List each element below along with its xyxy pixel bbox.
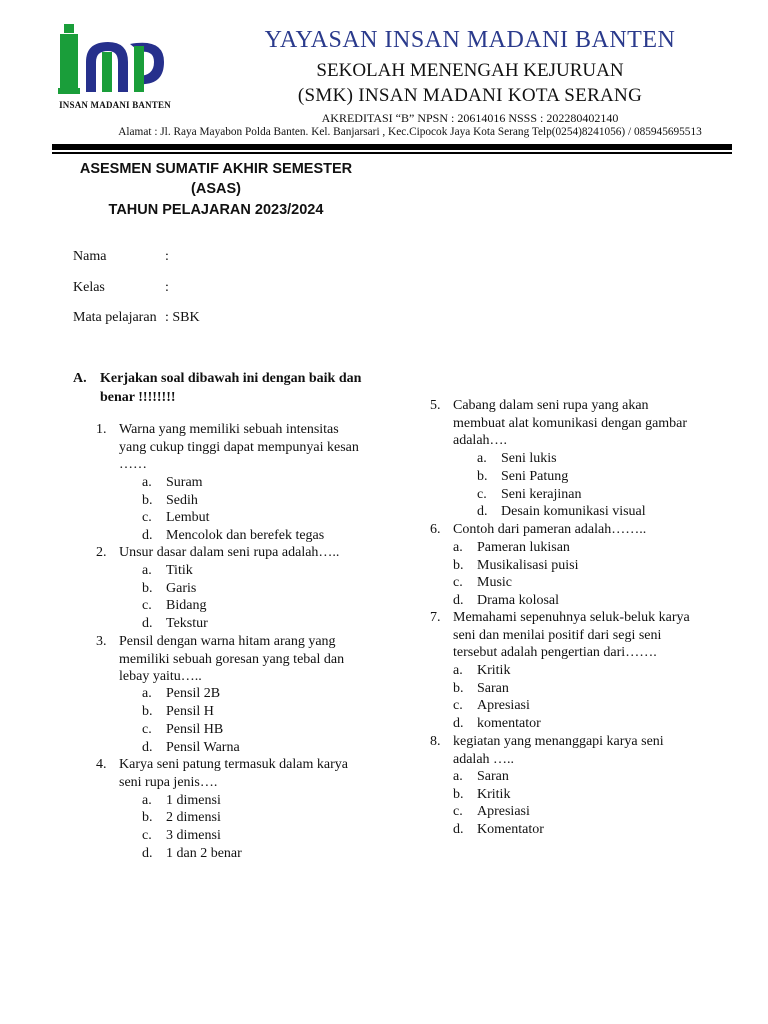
option-letter: b. (142, 581, 153, 596)
option-letter: d. (453, 716, 464, 731)
question-number: 7. (430, 610, 441, 625)
option-text: Titik (166, 563, 193, 578)
question-item (96, 421, 359, 474)
option-letter: b. (142, 493, 153, 508)
option-letter: b. (142, 810, 153, 825)
question-item (430, 609, 703, 662)
field-kelas (73, 280, 169, 296)
section-instruction: Kerjakan soal dibawah ini dengan baik dan benar !!!!!!!! (100, 371, 362, 405)
option-text: Lembut (166, 510, 210, 525)
option-letter: a. (142, 686, 152, 701)
option-text: Saran (477, 769, 509, 784)
school-logo (56, 22, 174, 118)
option-text: Saran (477, 681, 509, 696)
field-label: Mata pelajaran (73, 310, 157, 325)
option-text: Komentator (477, 822, 544, 837)
question-item (96, 633, 359, 686)
question-text: Karya seni patung termasuk dalam karya seni rupa jenis…. (119, 757, 348, 790)
field-label: Nama (73, 249, 107, 264)
question-number: 3. (96, 634, 107, 649)
field-value: : (165, 249, 169, 264)
option-letter: a. (142, 563, 152, 578)
option-letter: b. (453, 681, 464, 696)
question-item (96, 756, 359, 791)
logo-caption: INSAN MADANI BANTEN (59, 100, 171, 110)
option-text: 2 dimensi (166, 810, 221, 825)
option-text: Bidang (166, 598, 207, 613)
option-text: Musikalisasi puisi (477, 558, 579, 573)
option-text: Tekstur (166, 616, 208, 631)
question-item (96, 544, 359, 562)
section-heading (73, 369, 363, 407)
option-text: Pensil HB (166, 722, 224, 737)
option-letter: c. (142, 828, 152, 843)
option-letter: a. (477, 451, 487, 466)
option-letter: d. (142, 846, 153, 861)
question-text: Contoh dari pameran adalah…….. (453, 522, 647, 537)
question-text: Cabang dalam seni rupa yang akan membuat alat komunikasi dengan gambar adalah…. (453, 398, 688, 449)
option-letter: c. (453, 804, 463, 819)
exam-title-line2: (ASAS) (191, 181, 241, 197)
question-number: 8. (430, 734, 441, 749)
option-letter: c. (142, 510, 152, 525)
option-letter: a. (453, 540, 463, 555)
option-text: 1 dimensi (166, 793, 221, 808)
option-text: 3 dimensi (166, 828, 221, 843)
exam-title-line1: ASESMEN SUMATIF AKHIR SEMESTER (79, 161, 353, 177)
field-value: : SBK (165, 310, 200, 325)
option-letter: c. (453, 575, 463, 590)
header-divider-thin (52, 152, 732, 154)
option-text: Suram (166, 475, 203, 490)
option-text: Sedih (166, 493, 198, 508)
question-item (430, 521, 703, 539)
question-number: 1. (96, 422, 107, 437)
option-letter: d. (477, 504, 488, 519)
field-value: : (165, 280, 169, 295)
option-letter: d. (142, 740, 153, 755)
question-item (430, 733, 703, 768)
option-text: Garis (166, 581, 197, 596)
option-text: Seni lukis (501, 451, 557, 466)
option-text: Mencolok dan berefek tegas (166, 528, 325, 543)
option-letter: c. (477, 487, 487, 502)
field-nama (73, 249, 169, 265)
school-name-line1: SEKOLAH MENENGAH KEJURUAN (316, 60, 624, 81)
question-text: kegiatan yang menanggapi karya seni adalah ….. (453, 734, 664, 767)
question-text: Unsur dasar dalam seni rupa adalah….. (119, 545, 340, 560)
foundation-name: YAYASAN INSAN MADANI BANTEN (264, 27, 676, 53)
option-text: Apresiasi (477, 698, 530, 713)
question-number: 6. (430, 522, 441, 537)
exam-title-line3: TAHUN PELAJARAN 2023/2024 (108, 202, 324, 218)
option-letter: b. (477, 469, 488, 484)
header-divider-thick (52, 144, 732, 150)
school-logo-icon (56, 22, 174, 102)
option-text: Drama kolosal (477, 593, 560, 608)
accreditation-line: AKREDITASI “B” NPSN : 20614016 NSSS : 202280402140 (321, 111, 619, 125)
option-text: Apresiasi (477, 804, 530, 819)
option-letter: a. (142, 793, 152, 808)
option-text: Pensil Warna (166, 740, 240, 755)
school-name-line2: (SMK) INSAN MADANI KOTA SERANG (297, 85, 643, 106)
option-text: Seni Patung (501, 469, 569, 484)
option-letter: b. (453, 787, 464, 802)
question-number: 5. (430, 398, 441, 413)
field-label: Kelas (73, 280, 105, 295)
option-letter: a. (142, 475, 152, 490)
option-letter: c. (453, 698, 463, 713)
option-letter: b. (453, 558, 464, 573)
option-text: Desain komunikasi visual (501, 504, 646, 519)
option-text: Kritik (477, 663, 511, 678)
option-text: Pensil 2B (166, 686, 221, 701)
question-item (430, 397, 703, 450)
field-mata-pelajaran (73, 310, 200, 326)
question-text: Memahami sepenuhnya seluk-beluk karya seni dan menilai positif dari segi seni tersebut adalah pengertian dari……. (453, 610, 690, 661)
option-text: Music (477, 575, 512, 590)
option-text: Kritik (477, 787, 511, 802)
option-text: 1 dan 2 benar (166, 846, 242, 861)
option-letter: d. (142, 616, 153, 631)
question-text: Warna yang memiliki sebuah intensitas yang cukup tinggi dapat mempunyai kesan …… (119, 422, 359, 473)
option-letter: c. (142, 722, 152, 737)
option-letter: b. (142, 704, 153, 719)
option-letter: d. (453, 593, 464, 608)
option-letter: a. (453, 663, 463, 678)
option-text: Seni kerajinan (501, 487, 582, 502)
section-letter: A. (73, 371, 87, 386)
option-letter: a. (453, 769, 463, 784)
option-letter: d. (142, 528, 153, 543)
option-text: Pensil H (166, 704, 214, 719)
question-number: 4. (96, 757, 107, 772)
address-line: Alamat : Jl. Raya Mayabon Polda Banten. Kel. Banjarsari , Kec.Cipocok Jaya Kota Serang Telp(0254)8241056) / 085945695513 (118, 126, 702, 138)
question-text: Pensil dengan warna hitam arang yang memiliki sebuah goresan yang tebal dan lebay yaitu….. (119, 634, 345, 685)
option-letter: c. (142, 598, 152, 613)
option-text: komentator (477, 716, 541, 731)
option-letter: d. (453, 822, 464, 837)
option-text: Pameran lukisan (477, 540, 570, 555)
question-number: 2. (96, 545, 107, 560)
